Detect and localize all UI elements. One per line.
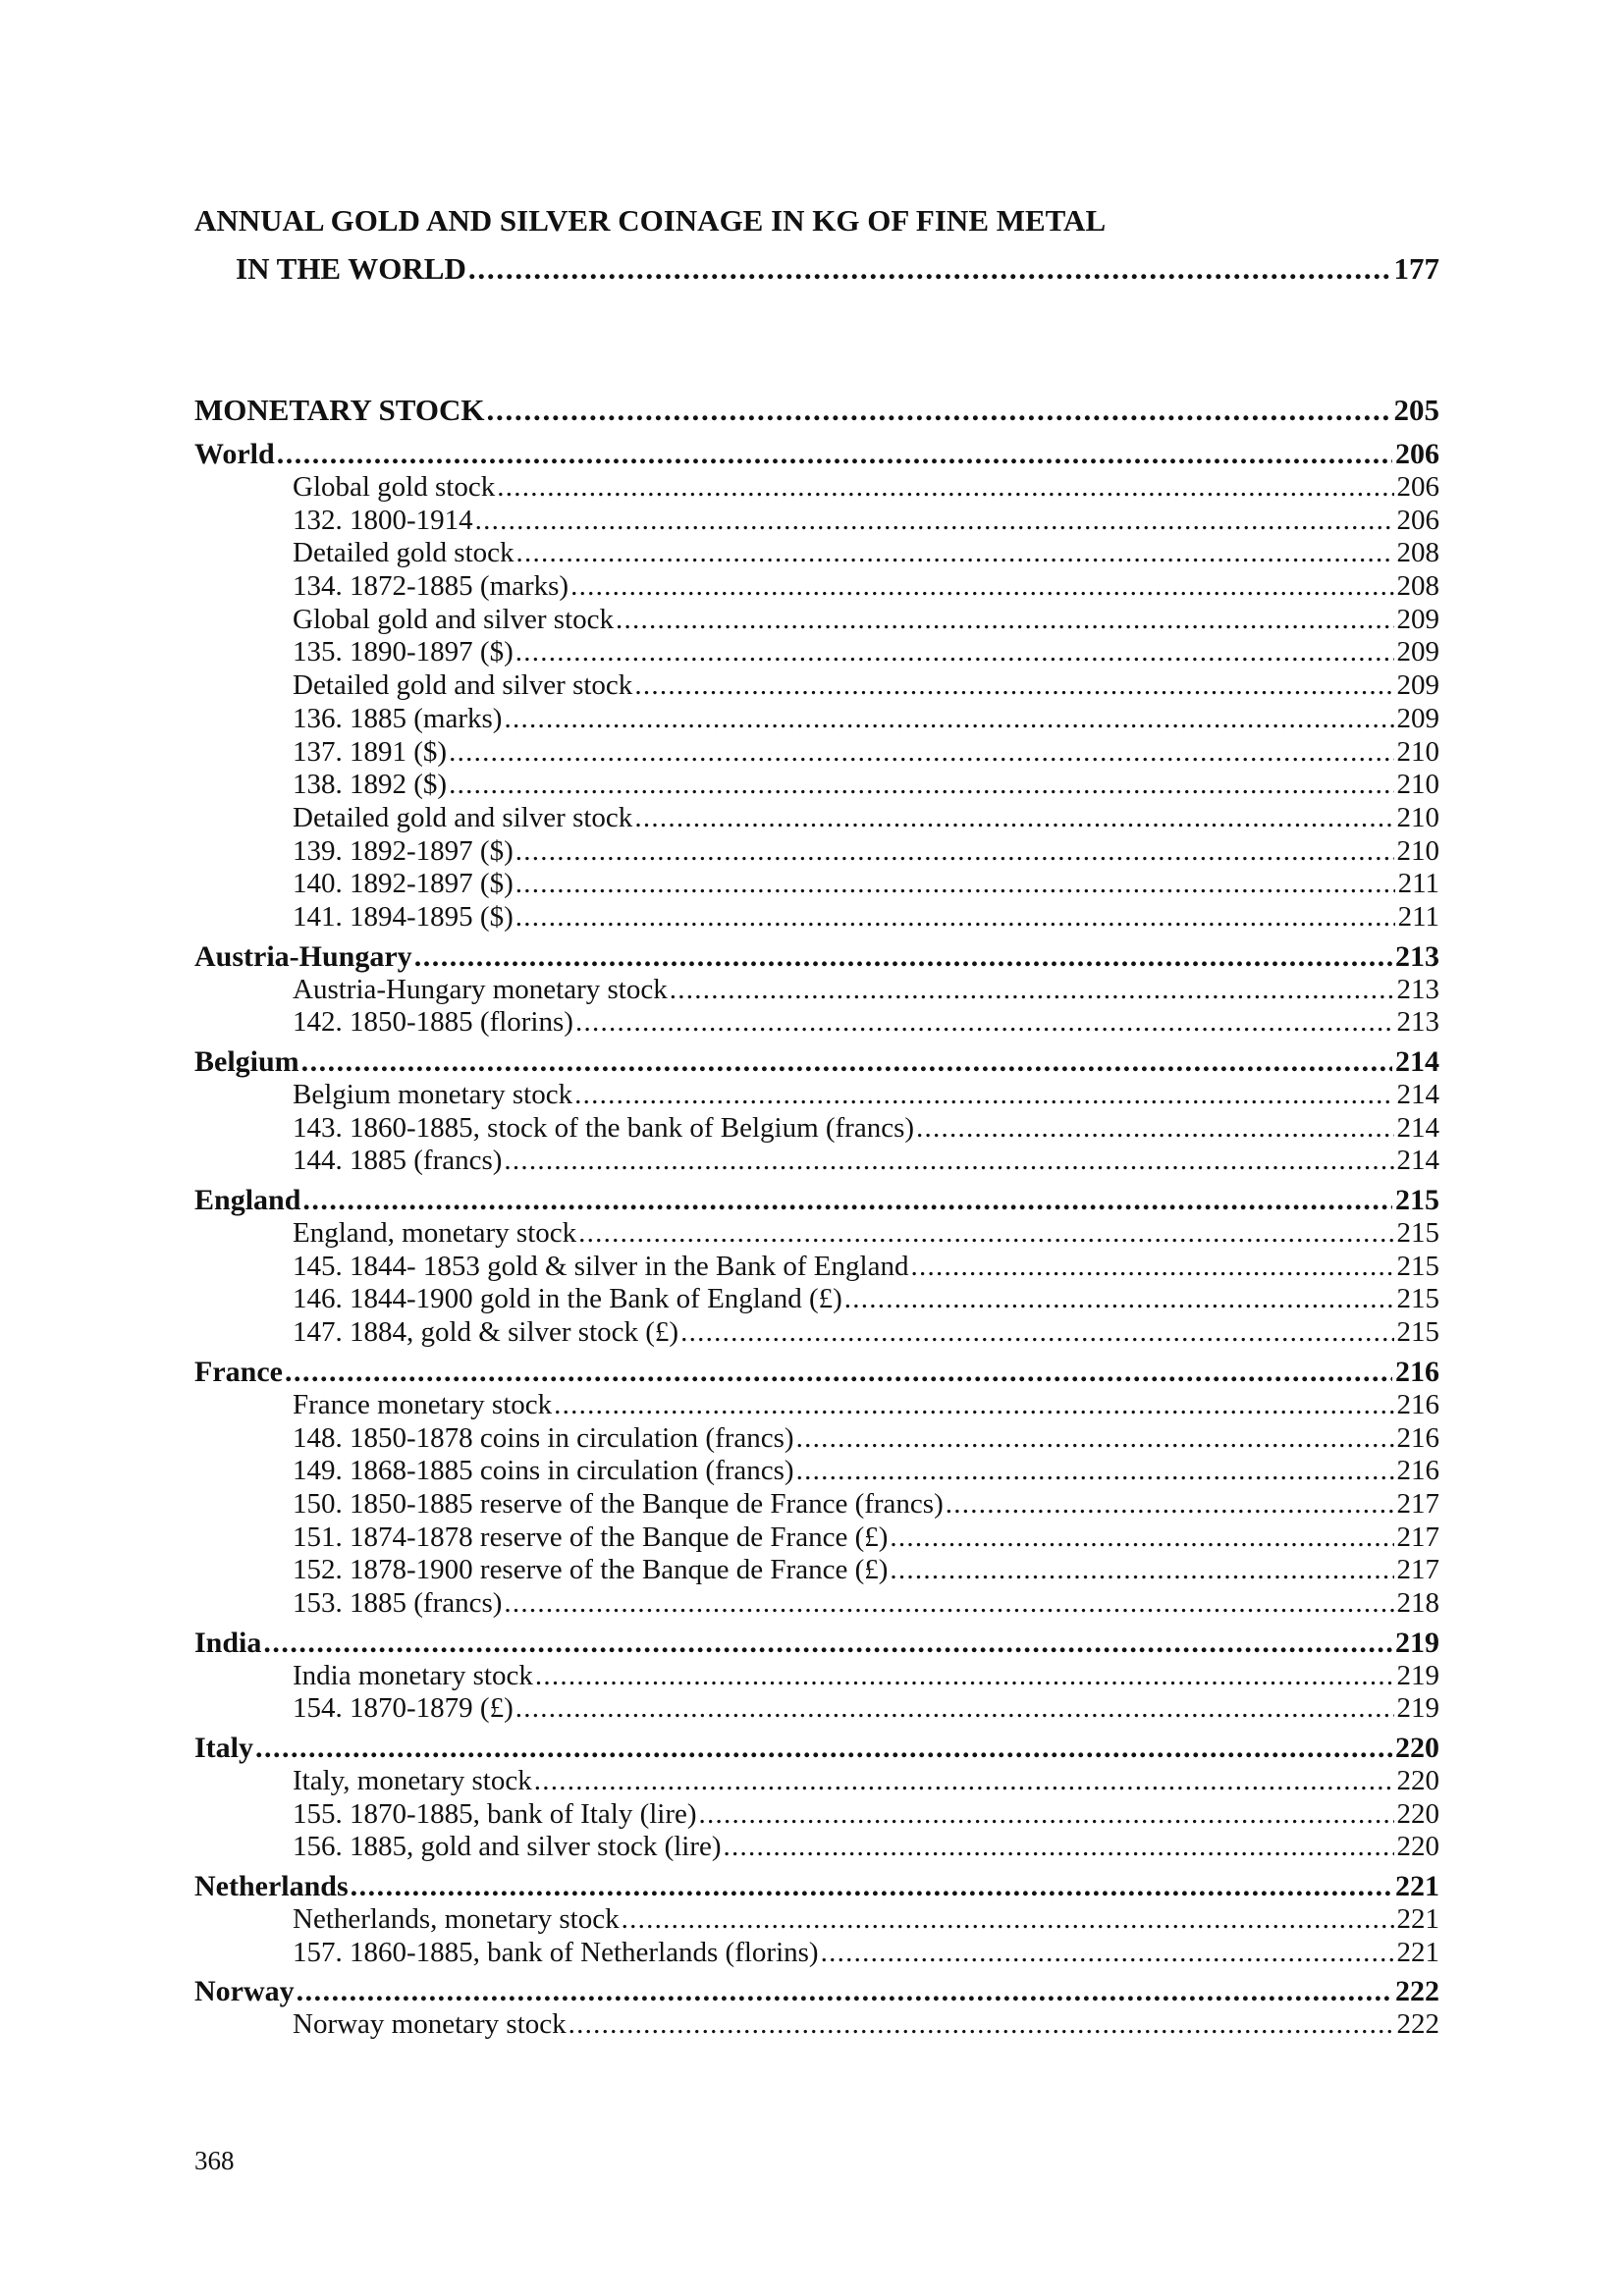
dot-leader: [634, 802, 1393, 835]
toc-page-number: 219: [1395, 1626, 1439, 1659]
toc-page-number: 206: [1395, 438, 1439, 470]
dot-leader: [351, 1870, 1392, 1903]
toc-section-title: Belgium: [194, 1045, 299, 1078]
toc-entry[interactable]: [194, 1455, 1439, 1488]
toc-entry[interactable]: [194, 802, 1439, 835]
toc-entry-title: Global gold stock: [293, 471, 496, 503]
toc-entry[interactable]: [194, 1660, 1439, 1693]
major-heading-monetary-stock[interactable]: [194, 393, 1439, 438]
toc-page-number: 214: [1396, 1111, 1439, 1144]
toc-entry-title: Netherlands, monetary stock: [293, 1903, 620, 1936]
dot-leader: [504, 1145, 1393, 1178]
toc-section-title: India: [194, 1626, 262, 1659]
toc-entry[interactable]: [194, 835, 1439, 869]
toc-entry-title: 144. 1885 (francs): [293, 1145, 503, 1177]
part-title-line-2[interactable]: [194, 251, 1439, 289]
toc-entry[interactable]: [194, 1903, 1439, 1937]
toc-section-belgium[interactable]: [194, 1045, 1439, 1079]
toc-page-number: 216: [1395, 1355, 1439, 1388]
toc-section-england[interactable]: [194, 1184, 1439, 1217]
toc-section-italy[interactable]: [194, 1732, 1439, 1765]
dot-leader: [301, 1045, 1392, 1079]
toc-section-title: France: [194, 1355, 283, 1388]
toc-page-number: 210: [1396, 834, 1439, 867]
dot-leader: [468, 251, 1391, 287]
dot-leader: [622, 1903, 1394, 1937]
dot-leader: [497, 471, 1393, 505]
dot-leader: [570, 570, 1393, 604]
toc-entry-title: Detailed gold and silver stock: [293, 801, 633, 833]
toc-page-number: 215: [1396, 1250, 1439, 1282]
toc-entry-title: 136. 1885 (marks): [293, 702, 503, 734]
dot-leader: [821, 1937, 1394, 1970]
dot-leader: [302, 1184, 1392, 1217]
toc-entry-title: 143. 1860-1885, stock of the bank of Belgium (francs): [293, 1111, 915, 1144]
toc-section-austria-hungary[interactable]: [194, 940, 1439, 974]
dot-leader: [515, 636, 1394, 669]
toc-page-number: 215: [1396, 1316, 1439, 1349]
toc-section-india[interactable]: [194, 1627, 1439, 1660]
toc-page-number: 208: [1396, 570, 1439, 603]
toc-entry[interactable]: [194, 669, 1439, 703]
dot-leader: [910, 1251, 1393, 1284]
dot-leader: [263, 1627, 1392, 1660]
dot-leader: [575, 1006, 1394, 1040]
toc-page-number: 219: [1396, 1659, 1439, 1691]
toc-page-number: 220: [1395, 1732, 1439, 1764]
toc-page-number: 211: [1397, 868, 1439, 900]
dot-leader: [844, 1283, 1394, 1316]
dot-leader: [616, 604, 1393, 637]
dot-leader: [475, 505, 1394, 538]
toc-entry[interactable]: [194, 1554, 1439, 1587]
toc-entry[interactable]: [194, 1488, 1439, 1522]
toc-page-number: 210: [1396, 769, 1439, 801]
toc-entry[interactable]: [194, 471, 1439, 505]
toc-entry-title: IN THE WORLD: [236, 251, 466, 286]
toc-entry-title: England, monetary stock: [293, 1217, 577, 1250]
dot-leader: [515, 1692, 1394, 1726]
dot-leader: [277, 438, 1392, 471]
dot-leader: [449, 769, 1393, 802]
toc-page-number: 222: [1396, 2008, 1439, 2041]
toc-section-title: England: [194, 1184, 301, 1217]
toc-entry-title: 150. 1850-1885 reserve of the Banque de France (francs): [293, 1487, 944, 1520]
toc-entry-title: Norway monetary stock: [293, 2008, 567, 2041]
toc-entry-title: 152. 1878-1900 reserve of the Banque de France (£): [293, 1554, 889, 1586]
toc-page-number: 206: [1396, 504, 1439, 536]
toc-entry[interactable]: [194, 1079, 1439, 1112]
toc-entry-title: 145. 1844- 1853 gold & silver in the Bank of England: [293, 1250, 909, 1282]
toc-entry[interactable]: [194, 1145, 1439, 1178]
toc-page-number: 209: [1396, 603, 1439, 635]
toc-page-number: 215: [1395, 1184, 1439, 1217]
toc-entry-title: 155. 1870-1885, bank of Italy (lire): [293, 1797, 697, 1830]
toc-page-number: 222: [1395, 1975, 1439, 2008]
toc-section-netherlands[interactable]: [194, 1870, 1439, 1903]
toc-entry[interactable]: [194, 1112, 1439, 1146]
toc-section-title: World: [194, 438, 275, 470]
toc-entry-title: Italy, monetary stock: [293, 1765, 532, 1796]
dot-leader: [515, 868, 1395, 901]
toc-page-number: 221: [1396, 1936, 1439, 1968]
toc-entry-title: 140. 1892-1897 ($): [293, 868, 514, 900]
toc-entry-title: 142. 1850-1885 (florins): [293, 1006, 573, 1039]
toc-page-number: 220: [1396, 1765, 1439, 1796]
toc-entry[interactable]: [194, 1217, 1439, 1251]
toc-page-number: 213: [1396, 1006, 1439, 1039]
toc-entry-title: 141. 1894-1895 ($): [293, 900, 514, 933]
dot-leader: [414, 940, 1392, 974]
toc-entry-title: 149. 1868-1885 coins in circulation (francs): [293, 1455, 794, 1487]
toc-entry[interactable]: [194, 1765, 1439, 1798]
toc-entry[interactable]: [194, 1937, 1439, 1970]
toc-page-number: 218: [1396, 1586, 1439, 1619]
toc-entry[interactable]: [194, 570, 1439, 604]
dot-leader: [504, 703, 1393, 736]
toc-entry-title: 156. 1885, gold and silver stock (lire): [293, 1831, 722, 1863]
toc-entry-title: 153. 1885 (francs): [293, 1586, 503, 1619]
dot-leader: [634, 669, 1393, 703]
dot-leader: [946, 1488, 1394, 1522]
toc-page-number: 215: [1396, 1283, 1439, 1315]
toc-entry[interactable]: [194, 736, 1439, 770]
toc-entry-title: Belgium monetary stock: [293, 1079, 573, 1110]
toc-entry[interactable]: [194, 1316, 1439, 1350]
toc-section-world[interactable]: [194, 438, 1439, 471]
toc-entry-title: Austria-Hungary monetary stock: [293, 973, 668, 1005]
toc-entry[interactable]: [194, 636, 1439, 669]
toc-entry[interactable]: [194, 1798, 1439, 1832]
toc-entry[interactable]: [194, 2008, 1439, 2042]
toc-page-number: 213: [1395, 939, 1439, 973]
toc-page-number: 209: [1396, 669, 1439, 702]
toc-page-number: 215: [1396, 1217, 1439, 1250]
toc-section-title: Italy: [194, 1732, 253, 1764]
dot-leader: [890, 1522, 1393, 1555]
toc-entry[interactable]: [194, 868, 1439, 901]
toc-page-number: 214: [1395, 1045, 1439, 1078]
toc-page-number: 217: [1396, 1521, 1439, 1553]
toc-entry-title: India monetary stock: [293, 1659, 533, 1691]
toc-page-number: 217: [1396, 1554, 1439, 1586]
dot-leader: [796, 1455, 1394, 1488]
table-of-contents: [194, 202, 1439, 2042]
dot-leader: [534, 1765, 1394, 1798]
part-title-line-1: ANNUAL GOLD AND SILVER COINAGE IN KG OF FINE METAL: [194, 203, 1107, 238]
toc-page-number: 210: [1396, 735, 1439, 768]
toc-page-number: 214: [1396, 1145, 1439, 1177]
toc-entry-title: 132. 1800-1914: [293, 504, 473, 536]
toc-page-number: 221: [1395, 1870, 1439, 1903]
dot-leader: [515, 835, 1394, 869]
toc-section-title: Netherlands: [194, 1870, 349, 1903]
toc-entry-title: 135. 1890-1897 ($): [293, 636, 514, 668]
toc-page-number: 216: [1396, 1455, 1439, 1487]
toc-page-number: 217: [1396, 1487, 1439, 1520]
toc-entry[interactable]: [194, 1522, 1439, 1555]
toc-entry[interactable]: [194, 1251, 1439, 1284]
toc-entry[interactable]: [194, 1831, 1439, 1864]
dot-leader: [890, 1554, 1393, 1587]
toc-entry[interactable]: [194, 769, 1439, 802]
toc-page-number: 209: [1396, 702, 1439, 734]
toc-section-france[interactable]: [194, 1356, 1439, 1389]
toc-page-number: 213: [1396, 973, 1439, 1005]
toc-entry-title: 147. 1884, gold & silver stock (£): [293, 1316, 679, 1349]
toc-page-number: 206: [1396, 471, 1439, 503]
dot-leader: [255, 1732, 1392, 1765]
toc-section-norway[interactable]: [194, 1975, 1439, 2008]
toc-page-number: 205: [1393, 393, 1439, 427]
toc-entry-title: 137. 1891 ($): [293, 735, 448, 768]
toc-entry[interactable]: [194, 604, 1439, 637]
dot-leader: [574, 1079, 1393, 1112]
toc-entry[interactable]: [194, 1587, 1439, 1621]
toc-entry-title: 154. 1870-1879 (£): [293, 1692, 514, 1725]
toc-entry-title: MONETARY STOCK: [194, 393, 485, 427]
toc-entry[interactable]: [194, 1389, 1439, 1422]
dot-leader: [504, 1587, 1393, 1621]
dot-leader: [680, 1316, 1393, 1350]
toc-page-number: 210: [1396, 801, 1439, 833]
dot-leader: [916, 1112, 1393, 1146]
toc-entry-title: 139. 1892-1897 ($): [293, 834, 514, 867]
dot-leader: [285, 1356, 1392, 1389]
dot-leader: [486, 393, 1390, 428]
dot-leader: [297, 1975, 1392, 2008]
dot-leader: [449, 736, 1393, 770]
toc-page-number: 209: [1396, 636, 1439, 668]
toc-section-title: Norway: [194, 1975, 295, 2008]
toc-page-number: 220: [1396, 1831, 1439, 1863]
toc-entry-title: Detailed gold and silver stock: [293, 669, 633, 702]
toc-section-title: Austria-Hungary: [194, 939, 412, 973]
toc-entry-title: 151. 1874-1878 reserve of the Banque de France (£): [293, 1521, 889, 1553]
dot-leader: [578, 1217, 1393, 1251]
toc-entry[interactable]: [194, 901, 1439, 934]
toc-entry[interactable]: [194, 703, 1439, 736]
toc-page-number: 208: [1396, 537, 1439, 569]
dot-leader: [554, 1389, 1393, 1422]
dot-leader: [670, 974, 1394, 1007]
toc-page-number: 221: [1396, 1903, 1439, 1936]
toc-entry-title: 138. 1892 ($): [293, 769, 448, 801]
toc-sections: [194, 438, 1439, 2042]
dot-leader: [535, 1660, 1394, 1693]
toc-page-number: 177: [1393, 251, 1439, 286]
toc-entry[interactable]: [194, 1692, 1439, 1726]
dot-leader: [796, 1422, 1394, 1456]
toc-entry-title: France monetary stock: [293, 1388, 553, 1420]
dot-leader: [515, 901, 1395, 934]
toc-entry-title: 148. 1850-1878 coins in circulation (francs): [293, 1421, 794, 1454]
toc-page-number: 216: [1396, 1388, 1439, 1420]
toc-entry-title: 146. 1844-1900 gold in the Bank of England (£): [293, 1283, 842, 1315]
toc-page-number: 216: [1396, 1421, 1439, 1454]
toc-entry[interactable]: [194, 1422, 1439, 1456]
toc-page-number: 214: [1396, 1079, 1439, 1110]
toc-entry[interactable]: [194, 974, 1439, 1007]
toc-entry[interactable]: [194, 505, 1439, 538]
toc-entry-title: Global gold and silver stock: [293, 603, 615, 635]
toc-page-number: 220: [1396, 1797, 1439, 1830]
dot-leader: [699, 1798, 1394, 1832]
toc-page-number: 211: [1397, 900, 1439, 933]
dot-leader: [568, 2008, 1394, 2042]
toc-entry-title: 134. 1872-1885 (marks): [293, 570, 569, 603]
toc-entry-title: Detailed gold stock: [293, 537, 514, 569]
dot-leader: [516, 537, 1394, 570]
page-number: 368: [194, 2146, 235, 2175]
dot-leader: [724, 1831, 1394, 1864]
toc-entry[interactable]: [194, 537, 1439, 570]
toc-entry[interactable]: [194, 1006, 1439, 1040]
toc-page-number: 219: [1396, 1692, 1439, 1725]
toc-entry-title: 157. 1860-1885, bank of Netherlands (florins): [293, 1936, 819, 1968]
toc-entry[interactable]: [194, 1283, 1439, 1316]
